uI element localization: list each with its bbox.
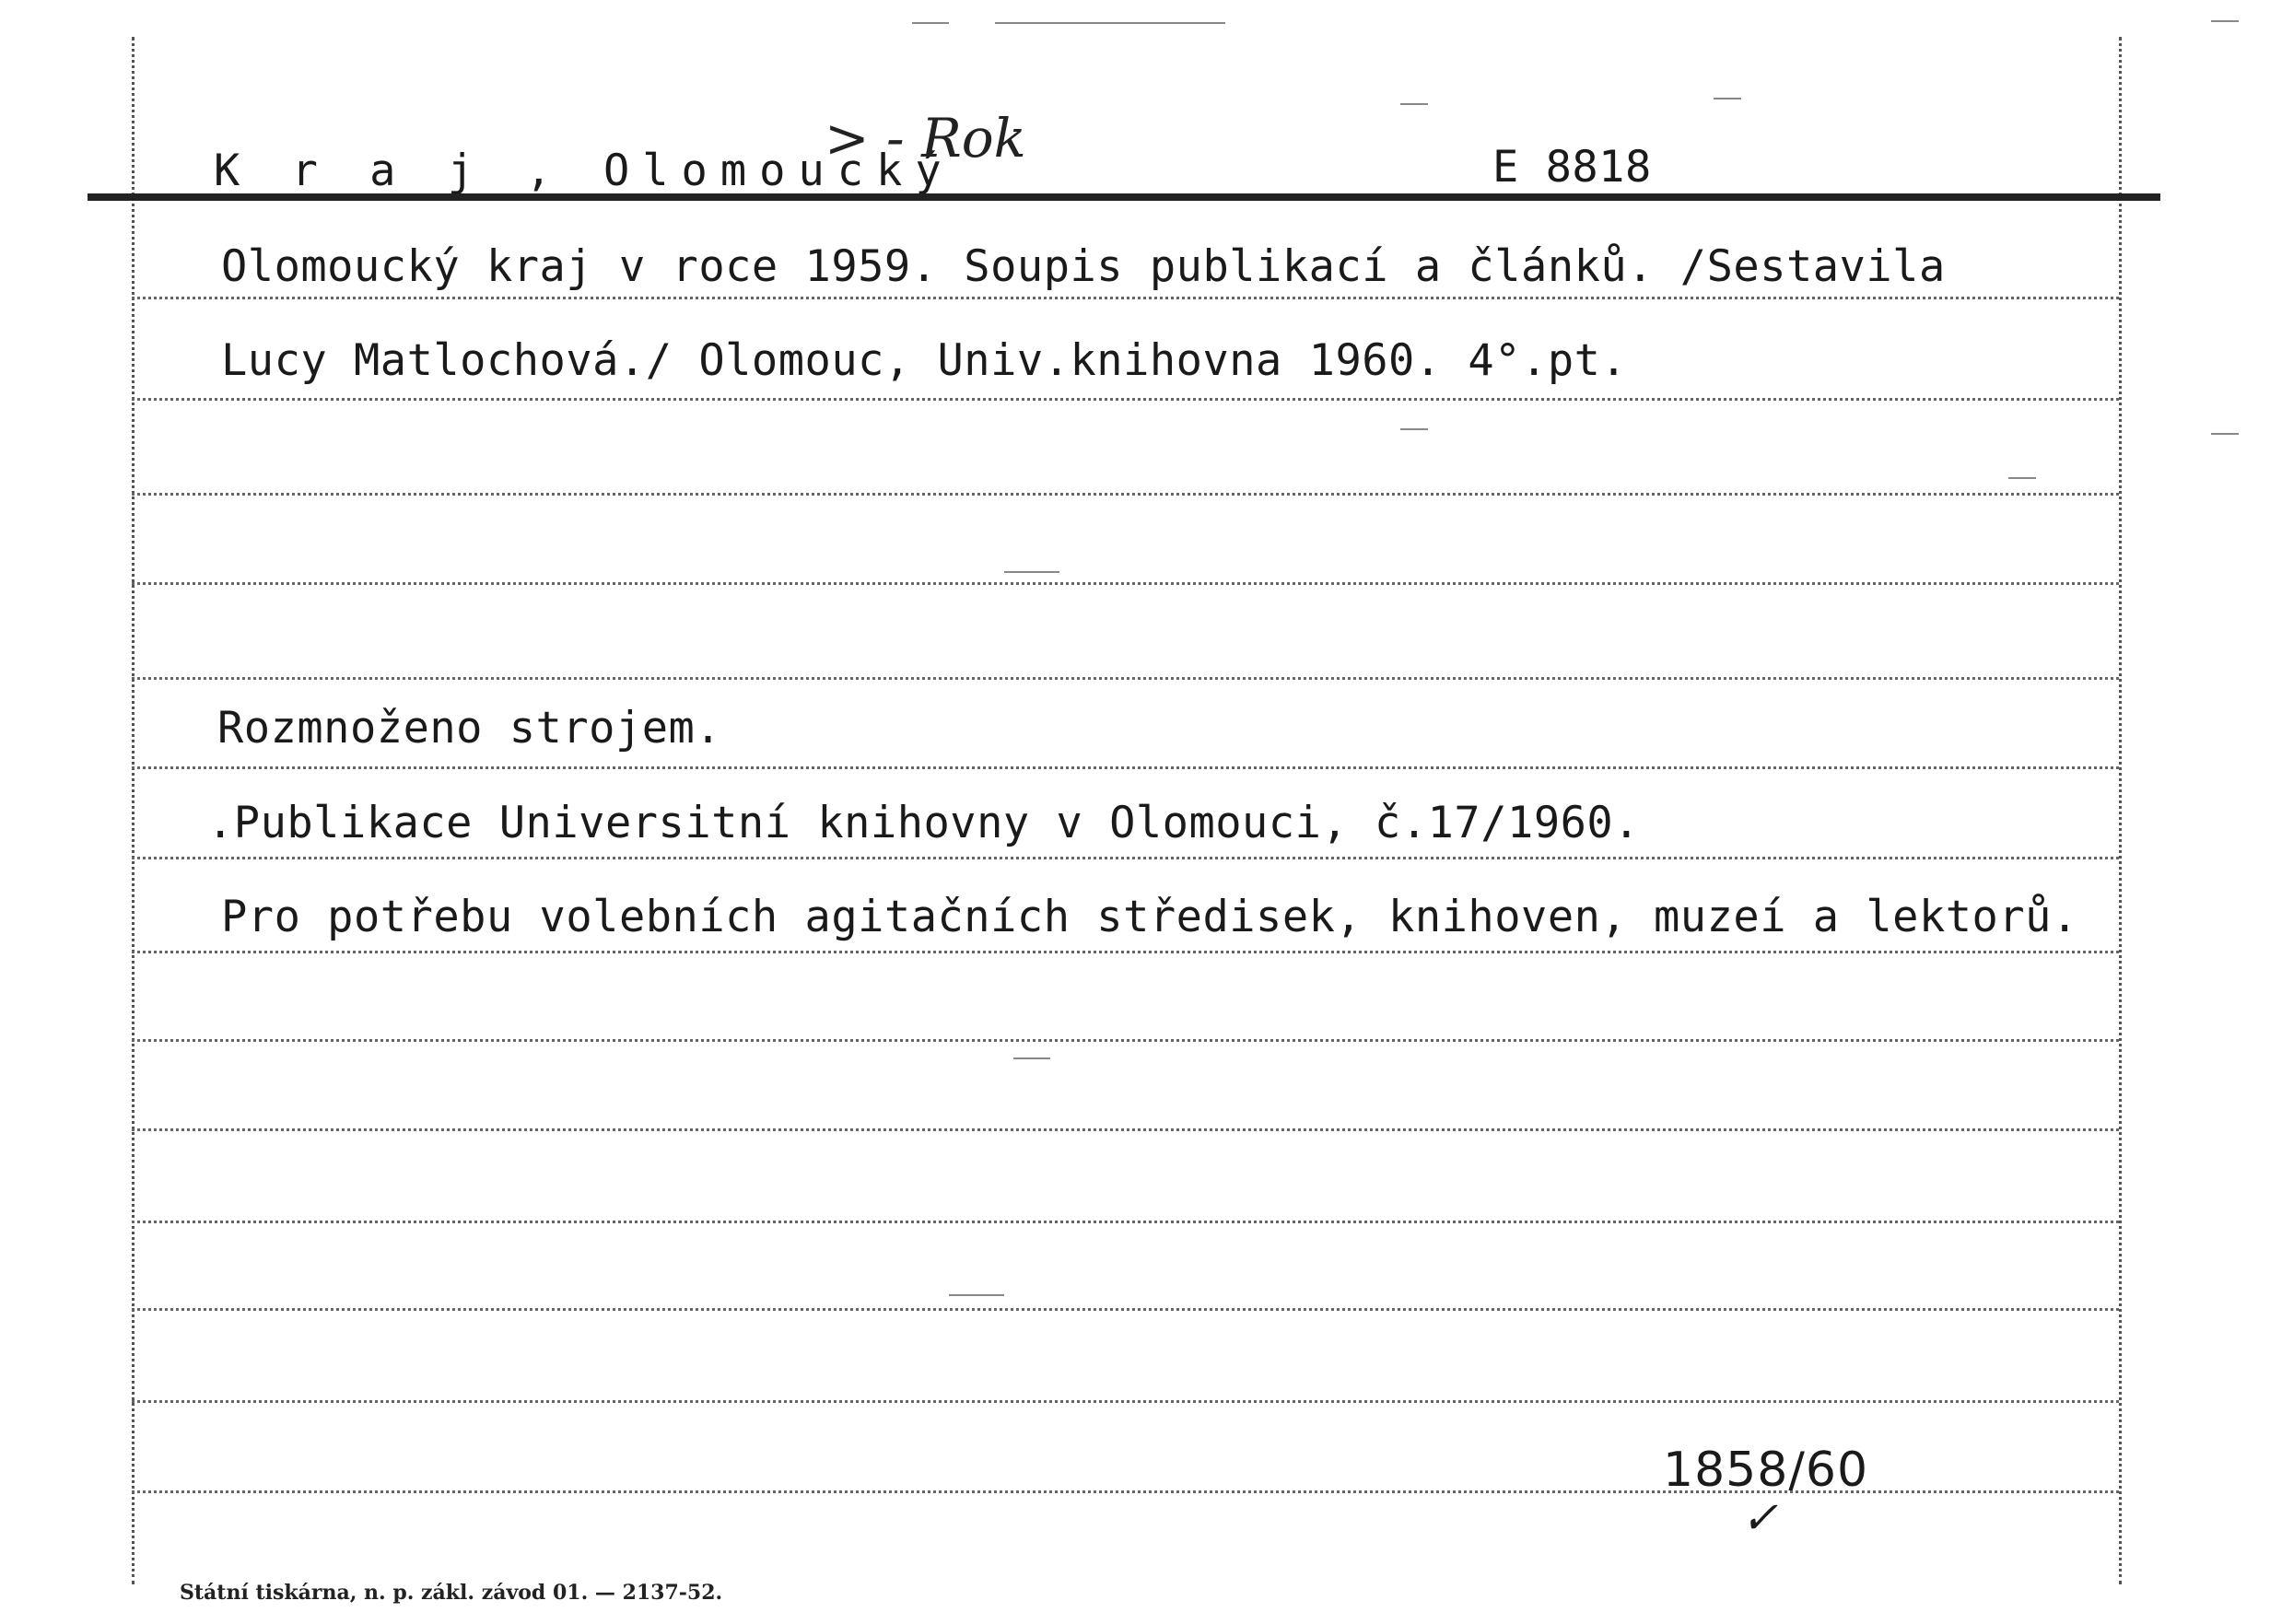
- check-mark-icon: ✓: [1741, 1492, 1779, 1544]
- scan-speck: [912, 22, 949, 24]
- signature-number: E 8818: [1492, 142, 1652, 193]
- scan-speck: [1400, 428, 1428, 430]
- left-margin-rule: [132, 37, 135, 1584]
- ruled-line: [132, 1128, 2119, 1131]
- scan-speck: [949, 1294, 1004, 1296]
- right-margin-rule: [2119, 37, 2122, 1584]
- ruled-line: [132, 493, 2119, 496]
- scan-speck: [1004, 571, 1059, 573]
- note-line-2: .Publikace Universitní knihovny v Olomouci, č.17/1960.: [207, 798, 1641, 848]
- ruled-line: [132, 1221, 2119, 1223]
- scan-speck: [1714, 98, 1741, 99]
- ruled-line: [132, 857, 2119, 859]
- scan-speck: [1013, 1057, 1050, 1059]
- scan-speck: [995, 22, 1225, 24]
- note-line-1: Rozmnoženo strojem.: [217, 703, 722, 754]
- ruled-line: [132, 1308, 2119, 1311]
- ruled-line: [132, 297, 2119, 299]
- entry-line-1: Olomoucký kraj v roce 1959. Soupis publikací a článků. /Sestavila: [221, 241, 1946, 292]
- scan-speck: [2008, 477, 2036, 479]
- ruled-line: [132, 398, 2119, 401]
- ruled-line: [132, 582, 2119, 585]
- ruled-line: [132, 766, 2119, 769]
- note-line-3: Pro potřebu volebních agitačních středisek, knihoven, muzeí a lektorů.: [221, 892, 2078, 942]
- scan-speck: [2211, 20, 2239, 22]
- scan-speck: [2211, 433, 2239, 435]
- handwritten-note: > - Rok: [825, 107, 1026, 169]
- ruled-line: [132, 1400, 2119, 1403]
- heading-title: K r a j , Olomoucký: [214, 146, 954, 196]
- ruled-line: [132, 951, 2119, 953]
- printer-imprint: Státní tiskárna, n. p. zákl. závod 01. — 2137-52.: [180, 1581, 723, 1605]
- ruled-line: [132, 677, 2119, 680]
- entry-line-2: Lucy Matlochová./ Olomouc, Univ.knihovna 1960. 4°.pt.: [221, 335, 1628, 386]
- call-number: 1858/60: [1663, 1443, 1869, 1498]
- ruled-line: [132, 1039, 2119, 1042]
- scan-speck: [1400, 103, 1428, 105]
- heading-rule: [88, 193, 2160, 201]
